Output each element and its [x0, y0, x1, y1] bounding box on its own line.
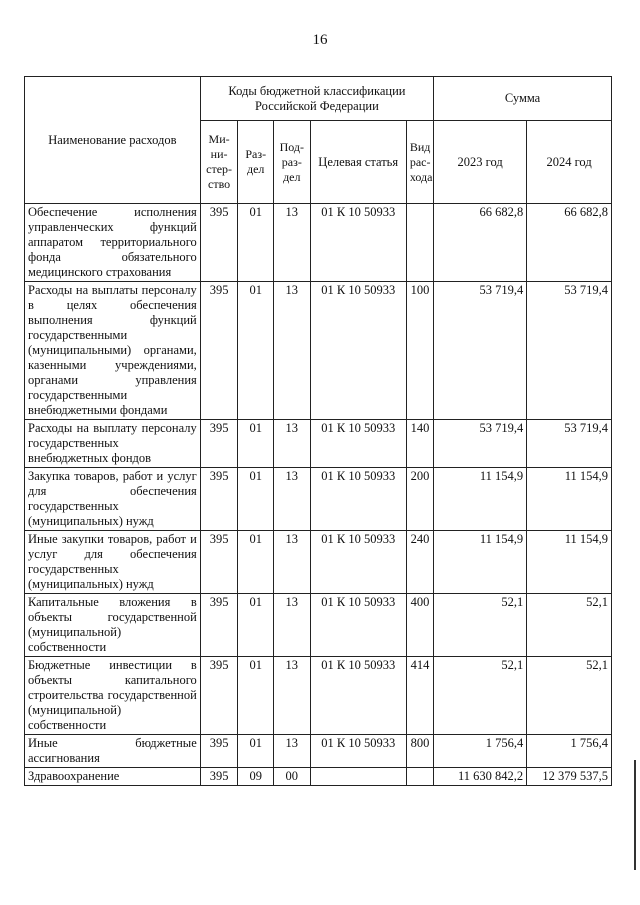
row-kind: 400: [406, 594, 433, 657]
budget-table: [24, 76, 612, 786]
row-kind: 800: [406, 735, 433, 768]
row-target: 01 К 10 50933: [310, 735, 406, 768]
row-ministry: 395: [200, 594, 238, 657]
header-codes-group: Коды бюджетной классификации Российской Федерации: [200, 77, 433, 121]
row-sum-2023: 52,1: [434, 594, 527, 657]
row-name: Закупка товаров, работ и услуг для обеспечения государственных (муниципальных) нужд: [25, 468, 201, 531]
row-sum-2024: 53 719,4: [527, 282, 612, 420]
row-section: 01: [238, 468, 274, 531]
row-sum-2024: 11 154,9: [527, 531, 612, 594]
header-kind: Вид рас-хода: [406, 121, 433, 204]
row-name: Капитальные вложения в объекты государственной (муниципальной) собственности: [25, 594, 201, 657]
row-kind: 414: [406, 657, 433, 735]
row-name: Иные закупки товаров, работ и услуг для обеспечения государственных (муниципальных) нужд: [25, 531, 201, 594]
table-row: [25, 204, 612, 282]
row-sum-2023: 11 154,9: [434, 531, 527, 594]
table-row: [25, 420, 612, 468]
row-section: 01: [238, 735, 274, 768]
header-target: Целевая статья: [310, 121, 406, 204]
row-section: 01: [238, 282, 274, 420]
table-row: [25, 657, 612, 735]
header-section: Раз-дел: [238, 121, 274, 204]
row-ministry: 395: [200, 735, 238, 768]
table-row: [25, 735, 612, 768]
row-name: Обеспечение исполнения управленческих функций аппаратом территориального фонда обязательного медицинского страхования: [25, 204, 201, 282]
table-row: [25, 531, 612, 594]
row-subsection: 13: [273, 282, 310, 420]
row-target: 01 К 10 50933: [310, 468, 406, 531]
row-sum-2024: 53 719,4: [527, 420, 612, 468]
row-target: 01 К 10 50933: [310, 594, 406, 657]
row-ministry: 395: [200, 468, 238, 531]
row-subsection: 13: [273, 531, 310, 594]
row-ministry: 395: [200, 204, 238, 282]
row-sum-2023: 1 756,4: [434, 735, 527, 768]
row-target: 01 К 10 50933: [310, 657, 406, 735]
row-name: Иные бюджетные ассигнования: [25, 735, 201, 768]
row-sum-2024: 66 682,8: [527, 204, 612, 282]
scan-edge-mark: [634, 760, 636, 870]
row-ministry: 395: [200, 420, 238, 468]
row-sum-2024: 52,1: [527, 594, 612, 657]
row-sum-2024: 52,1: [527, 657, 612, 735]
row-name: Бюджетные инвестиции в объекты капитального строительства государственной (муниципальной) собственности: [25, 657, 201, 735]
row-subsection: 13: [273, 594, 310, 657]
row-sum-2023: 11 630 842,2: [434, 768, 527, 786]
row-ministry: 395: [200, 657, 238, 735]
row-section: 01: [238, 657, 274, 735]
header-sum-group: Сумма: [434, 77, 612, 121]
row-kind: 100: [406, 282, 433, 420]
row-section: 01: [238, 204, 274, 282]
table-row: [25, 468, 612, 531]
header-year1: 2023 год: [434, 121, 527, 204]
row-target: [310, 768, 406, 786]
row-kind: [406, 768, 433, 786]
row-sum-2023: 11 154,9: [434, 468, 527, 531]
row-name: Здравоохранение: [25, 768, 201, 786]
row-name: Расходы на выплату персоналу государственных внебюджетных фондов: [25, 420, 201, 468]
row-subsection: 13: [273, 735, 310, 768]
row-section: 01: [238, 531, 274, 594]
row-target: 01 К 10 50933: [310, 531, 406, 594]
page-number: 16: [312, 32, 328, 48]
row-section: 01: [238, 420, 274, 468]
row-ministry: 395: [200, 282, 238, 420]
table-row: [25, 768, 612, 786]
row-sum-2023: 52,1: [434, 657, 527, 735]
row-section: 09: [238, 768, 274, 786]
row-target: 01 К 10 50933: [310, 420, 406, 468]
header-subsection: Под-раз-дел: [273, 121, 310, 204]
row-subsection: 00: [273, 768, 310, 786]
row-kind: 240: [406, 531, 433, 594]
row-ministry: 395: [200, 768, 238, 786]
row-sum-2023: 53 719,4: [434, 420, 527, 468]
row-subsection: 13: [273, 657, 310, 735]
table-row: [25, 282, 612, 420]
row-section: 01: [238, 594, 274, 657]
row-subsection: 13: [273, 468, 310, 531]
row-name: Расходы на выплаты персоналу в целях обеспечения выполнения функций государственными (муниципальными) органами, казенными учреждениями, органами управления государственными внебюджетными фондами: [25, 282, 201, 420]
row-target: 01 К 10 50933: [310, 204, 406, 282]
row-sum-2023: 53 719,4: [434, 282, 527, 420]
row-subsection: 13: [273, 420, 310, 468]
header-name: Наименование расходов: [25, 77, 201, 204]
row-sum-2024: 11 154,9: [527, 468, 612, 531]
row-sum-2024: 12 379 537,5: [527, 768, 612, 786]
row-sum-2023: 66 682,8: [434, 204, 527, 282]
row-kind: 200: [406, 468, 433, 531]
row-kind: [406, 204, 433, 282]
row-ministry: 395: [200, 531, 238, 594]
table-row: [25, 594, 612, 657]
row-target: 01 К 10 50933: [310, 282, 406, 420]
header-year2: 2024 год: [527, 121, 612, 204]
row-sum-2024: 1 756,4: [527, 735, 612, 768]
row-kind: 140: [406, 420, 433, 468]
row-subsection: 13: [273, 204, 310, 282]
header-ministry: Ми-ни-стер-ство: [200, 121, 238, 204]
